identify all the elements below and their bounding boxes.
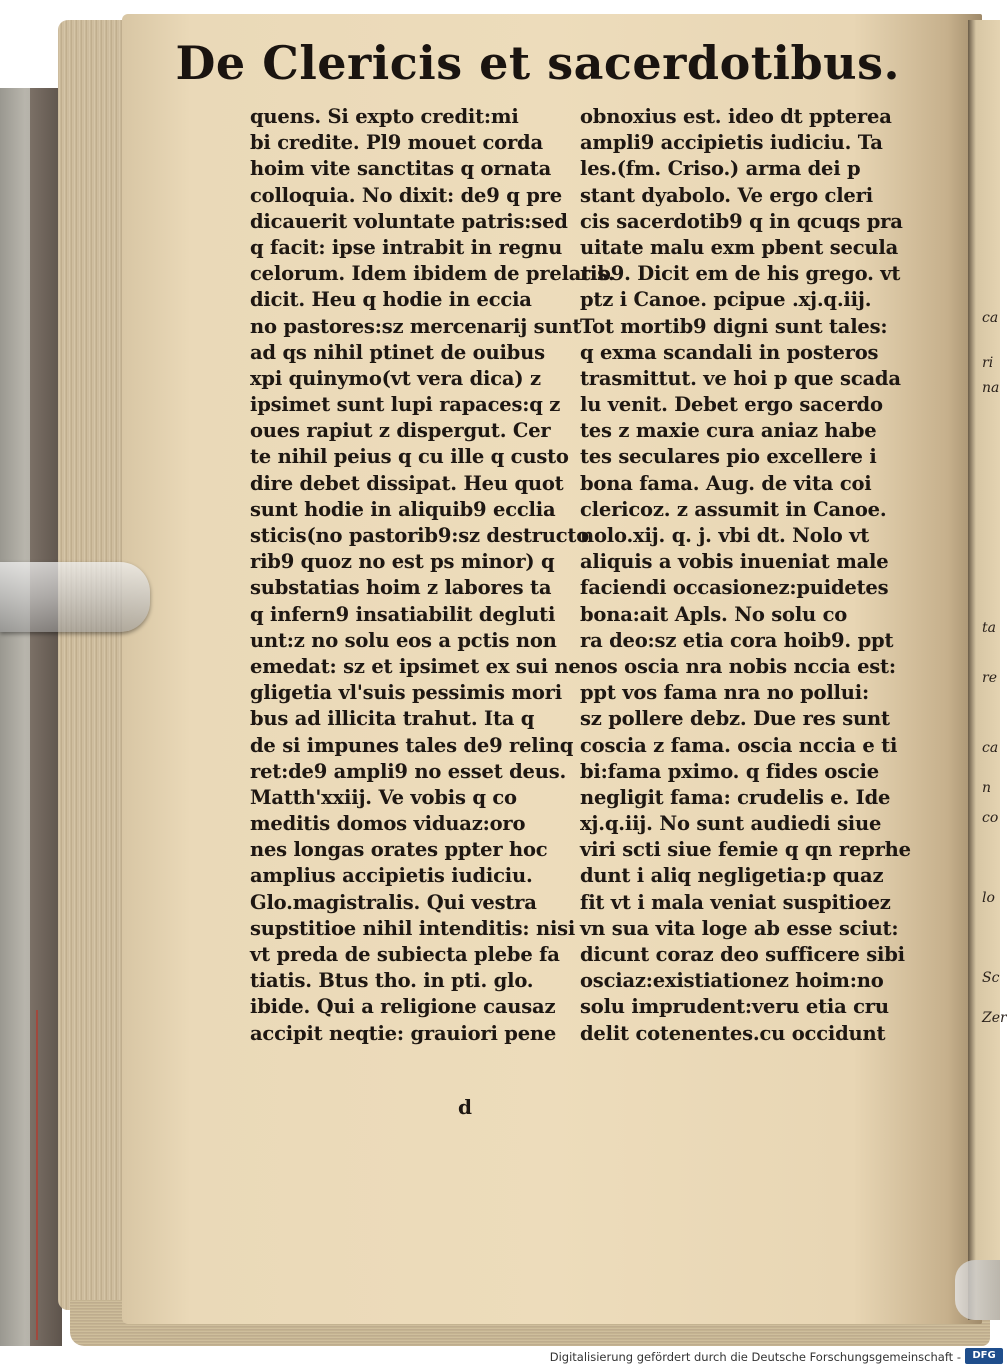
plastic-clamp [0, 562, 150, 632]
text-line: ptz i Canoe. pcipue .xj.q.iij. [580, 288, 872, 312]
text-column-left [250, 104, 615, 1047]
text-line: trasmittut. ve hoi p que scada [580, 366, 901, 390]
text-line: celorum. Idem ibidem de prelatis. [250, 262, 615, 286]
text-line: ret:de9 ampli9 no esset deus. [250, 759, 567, 783]
text-line: dicauerit voluntate patris:sed [250, 209, 568, 233]
plastic-clamp-right [955, 1260, 1000, 1320]
next-page-fragment: ca [982, 310, 999, 326]
next-page-fragment: lo [982, 890, 995, 906]
text-line: viri scti siue femie q qn reprhe [580, 838, 911, 862]
page-heading: De Clericis et sacerdotibus. [175, 36, 900, 90]
text-line: bi credite. Pl9 mouet corda [250, 131, 543, 155]
next-page-fragment: ri [982, 355, 994, 371]
footer-credit: Digitalisierung gefördert durch die Deutsche Forschungsgemeinschaft - [549, 1350, 961, 1364]
text-line: de si impunes tales de9 relinq [250, 733, 574, 757]
text-line: ampli9 accipietis iudiciu. Ta [580, 131, 883, 155]
text-line: clericoz. z assumit in Canoe. [580, 497, 887, 521]
text-line: sz pollere debz. Due res sunt [580, 707, 890, 731]
text-line: q infern9 insatiabilit degluti [250, 602, 556, 626]
text-line: ad qs nihil ptinet de ouibus [250, 340, 545, 364]
text-line: bona fama. Aug. de vita coi [580, 471, 872, 495]
text-line: nolo.xij. q. j. vbi dt. Nolo vt [580, 524, 870, 547]
next-page-fragment: ta [982, 620, 996, 636]
signature-mark: d [458, 1095, 472, 1119]
text-line: dicit. Heu q hodie in eccia [250, 288, 532, 312]
next-page-fragment: n [982, 780, 992, 796]
next-page-fragment: ca [982, 740, 999, 756]
text-line: quens. Si expto credit:mi [250, 105, 519, 128]
text-line: negligit fama: crudelis e. Ide [580, 785, 891, 809]
text-column-right [580, 104, 910, 1047]
text-line: vn sua vita loge ab esse sciut: [580, 916, 899, 940]
text-line: ipsimet sunt lupi rapaces:q z [250, 393, 561, 417]
next-page-fragment: Sc [982, 970, 1000, 986]
text-line: bi:fama pximo. q fides oscie [580, 759, 879, 783]
text-line: rib9 quoz no est ps minor) q [250, 550, 555, 574]
text-line: les.(fm. Criso.) arma dei p [580, 157, 861, 181]
text-line: emedat: sz et ipsimet ex sui ne [250, 654, 581, 678]
text-line: aliquis a vobis inueniat male [580, 550, 889, 574]
text-line: faciendi occasionez:puidetes [580, 576, 889, 600]
page-edges-left [58, 20, 128, 1310]
text-line: Tot mortib9 digni sunt tales: [580, 314, 888, 338]
text-line: tes seculares pio excellere i [580, 445, 877, 469]
text-line: lu venit. Debet ergo sacerdo [580, 393, 883, 417]
text-line: q facit: ipse intrabit in regnu [250, 235, 563, 259]
text-line: supstitioe nihil intenditis: nisi [250, 916, 576, 940]
text-line: fit vt i mala veniat suspitioez [580, 890, 891, 914]
text-line: Glo.magistralis. Qui vestra [250, 890, 537, 914]
text-line: xj.q.iij. No sunt audiedi siue [580, 812, 882, 836]
text-line: accipit neqtie: grauiori pene [250, 1021, 557, 1045]
text-line: ra deo:sz etia cora hoib9. ppt [580, 628, 894, 652]
text-line: uitate malu exm pbent secula [580, 235, 899, 259]
text-line: coscia z fama. oscia nccia e ti [580, 733, 898, 757]
text-line: dire debet dissipat. Heu quot [250, 471, 564, 495]
text-line: hoim vite sanctitas q ornata [250, 157, 552, 181]
next-page-fragment: co [982, 810, 999, 826]
text-line: tiatis. Btus tho. in pti. glo. [250, 969, 534, 993]
text-line: no pastores:sz mercenarij sunt [250, 314, 582, 338]
binding-red-line [36, 1010, 38, 1340]
text-line: nos oscia nra nobis nccia est: [580, 654, 896, 678]
text-line: xpi quinymo(vt vera dica) z [250, 366, 541, 390]
text-line: delit cotenentes.cu occidunt [580, 1021, 886, 1045]
text-line: rib9. Dicit em de his grego. vt [580, 262, 901, 286]
text-line: colloquia. No dixit: de9 q pre [250, 183, 562, 207]
text-line: stant dyabolo. Ve ergo cleri [580, 183, 873, 207]
text-line: bus ad illicita trahut. Ita q [250, 707, 535, 731]
next-page-fragment: Zer [982, 1010, 1007, 1026]
text-line: te nihil peius q cu ille q custo [250, 445, 569, 469]
text-line: meditis domos viduaz:oro [250, 812, 526, 836]
text-line: tes z maxie cura aniaz habe [580, 419, 877, 443]
text-line: q exma scandali in posteros [580, 340, 879, 364]
text-line: ppt vos fama nra no pollui: [580, 681, 869, 705]
text-line: cis sacerdotib9 q in qcuqs pra [580, 209, 903, 233]
text-line: dicunt coraz deo sufficere sibi [580, 943, 905, 966]
text-line: unt:z no solu eos a pctis non [250, 628, 557, 652]
text-line: osciaz:existiationez hoim:no [580, 969, 884, 993]
text-line: dunt i aliq negligetia:p quaz [580, 864, 884, 888]
text-line: nes longas orates ppter hoc [250, 838, 548, 862]
next-page-sliver [968, 20, 1007, 1320]
next-page-fragment: re [982, 670, 997, 686]
text-line: solu imprudent:veru etia cru [580, 995, 889, 1019]
text-line: obnoxius est. ideo dt ppterea [580, 105, 892, 128]
dfg-logo: DFG [965, 1348, 1003, 1364]
text-line: Matth'xxiij. Ve vobis q co [250, 785, 517, 809]
text-line: ibide. Qui a religione causaz [250, 995, 556, 1019]
text-line: bona:ait Apls. No solu co [580, 602, 848, 626]
text-line: oues rapiut z dispergut. Cer [250, 419, 551, 443]
text-line: amplius accipietis iudiciu. [250, 864, 533, 888]
text-line: substatias hoim z labores ta [250, 576, 552, 600]
text-line: vt preda de subiecta plebe fa [250, 943, 560, 966]
next-page-fragment: na [982, 380, 1000, 396]
text-line: sunt hodie in aliquib9 ecclia [250, 497, 556, 521]
text-line: sticis(no pastorib9:sz destructo [250, 524, 590, 547]
text-line: gligetia vl'suis pessimis mori [250, 681, 562, 705]
